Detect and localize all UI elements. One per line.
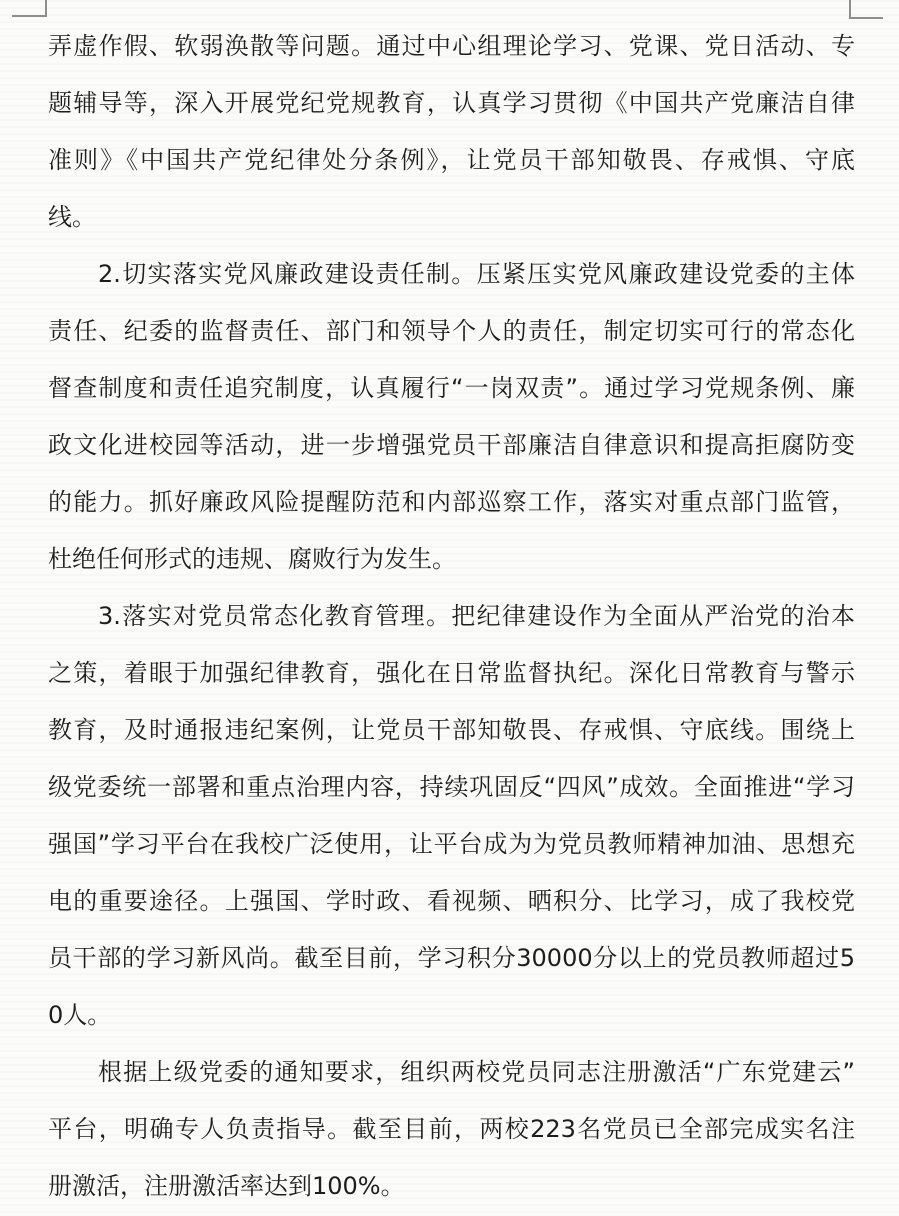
text-line: 教育，及时通报违纪案例，让党员干部知敬畏、存戒惧、守底线。围绕上 bbox=[48, 716, 855, 744]
text-line: 督查制度和责任追究制度，认真履行“一岗双责”。通过学习党规条例、廉 bbox=[48, 374, 855, 402]
text-line: 题辅导等，深入开展党纪党规教育，认真学习贯彻《中国共产党廉洁自律 bbox=[48, 89, 855, 117]
text-line: 准则》《中国共产党纪律处分条例》，让党员干部知敬畏、存戒惧、守底 bbox=[48, 146, 855, 174]
text-line: 0人。 bbox=[48, 1001, 112, 1029]
text-line: 平台，明确专人负责指导。截至目前，两校223名党员已全部完成实名注 bbox=[48, 1115, 855, 1143]
text-line: 2.切实落实党风廉政建设责任制。压紧压实党风廉政建设党委的主体 bbox=[98, 260, 855, 288]
text-line: 政文化进校园等活动，进一步增强党员干部廉洁自律意识和提高拒腐防变 bbox=[48, 431, 855, 459]
text-line: 线。 bbox=[48, 203, 96, 231]
text-line: 之策，着眼于加强纪律教育，强化在日常监督执纪。深化日常教育与警示 bbox=[48, 659, 855, 687]
paragraph bbox=[48, 18, 855, 246]
paragraph bbox=[48, 246, 855, 588]
text-line: 弄虚作假、软弱涣散等问题。通过中心组理论学习、党课、党日活动、专 bbox=[48, 32, 855, 60]
text-line: 的能力。抓好廉政风险提醒防范和内部巡察工作，落实对重点部门监管， bbox=[48, 488, 855, 516]
text-line: 杜绝任何形式的违规、腐败行为发生。 bbox=[48, 545, 456, 573]
text-line: 3.落实对党员常态化教育管理。把纪律建设作为全面从严治党的治本 bbox=[98, 602, 855, 630]
text-line: 根据上级党委的通知要求，组织两校党员同志注册激活“广东党建云” bbox=[98, 1058, 855, 1086]
crop-mark-top-left-horizontal bbox=[12, 15, 47, 17]
text-line: 强国”学习平台在我校广泛使用，让平台成为为党员教师精神加油、思想充 bbox=[48, 830, 855, 858]
text-line: 员干部的学习新风尚。截至目前，学习积分30000分以上的党员教师超过5 bbox=[48, 944, 855, 972]
text-line: 册激活，注册激活率达到100%。 bbox=[48, 1172, 405, 1200]
text-line: 级党委统一部署和重点治理内容，持续巩固反“四风”成效。全面推进“学习 bbox=[48, 773, 855, 801]
crop-mark-top-right-vertical bbox=[849, 0, 851, 18]
text-line: 责任、纪委的监督责任、部门和领导个人的责任，制定切实可行的常态化 bbox=[48, 317, 855, 345]
document-body bbox=[48, 18, 855, 1215]
paragraph bbox=[48, 588, 855, 1044]
paragraph bbox=[48, 1044, 855, 1215]
text-line: 电的重要途径。上强国、学时政、看视频、晒积分、比学习，成了我校党 bbox=[48, 887, 855, 915]
